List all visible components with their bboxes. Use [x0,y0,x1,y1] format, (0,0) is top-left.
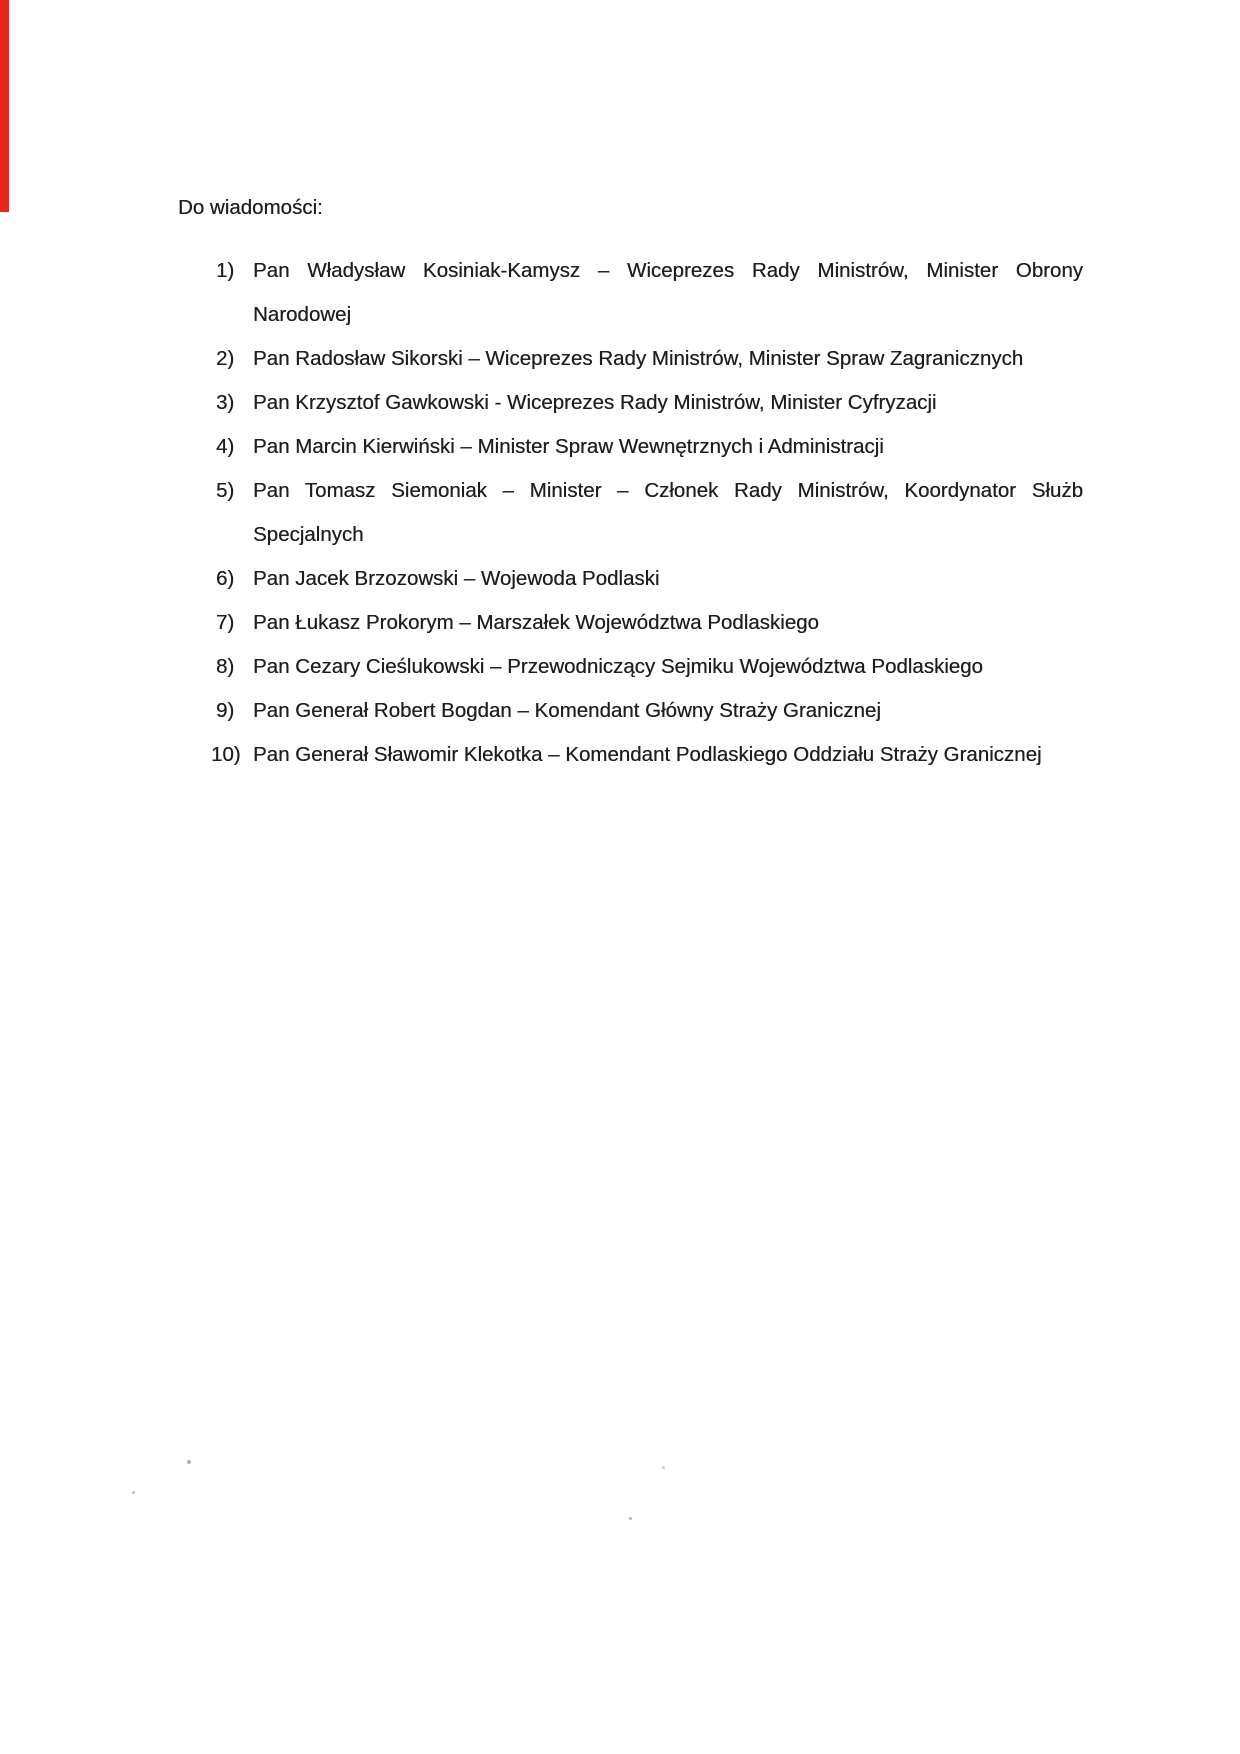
item-text-line: Pan Krzysztof Gawkowski - Wiceprezes Rady Ministrów, Minister Cyfryzacji [253,391,937,414]
item-text-line: Specjalnych [253,523,364,546]
item-text [253,601,1083,645]
item-text [253,381,1083,425]
list-item [216,469,1116,557]
scan-edge-red-mark [0,0,9,212]
scan-speck [132,1491,135,1494]
scan-speck [187,1460,191,1464]
item-text-line: Pan Radosław Sikorski – Wiceprezes Rady Ministrów, Minister Spraw Zagranicznych [253,347,1024,370]
list-item [216,337,1116,381]
item-number: 10) [211,743,241,766]
item-text-line: Narodowej [253,303,351,326]
item-number: 7) [216,611,235,634]
scan-speck [662,1466,665,1469]
item-text-line: Pan Władysław Kosiniak-Kamysz – Wiceprezes Rady Ministrów, Minister Obrony [253,259,1083,282]
list-item [216,689,1116,733]
item-text-line: Pan Jacek Brzozowski – Wojewoda Podlaski [253,567,660,590]
list-item [216,601,1116,645]
item-number: 6) [216,567,235,590]
list-item [216,557,1116,601]
item-text-line: Pan Cezary Cieślukowski – Przewodniczący Sejmiku Województwa Podlaskiego [253,655,983,678]
distribution-heading: Do wiadomości: [178,196,323,219]
item-text [253,337,1083,381]
item-text-line: Pan Łukasz Prokorym – Marszałek Województwa Podlaskiego [253,611,819,634]
list-item [216,425,1116,469]
item-text-line: Pan Generał Sławomir Klekotka – Komendant Podlaskiego Oddziału Straży Granicznej [253,743,1042,766]
item-text [253,645,1083,689]
scan-speck [629,1517,632,1520]
item-number: 5) [216,479,235,502]
item-text-line: Pan Marcin Kierwiński – Minister Spraw Wewnętrznych i Administracji [253,435,884,458]
item-number: 3) [216,391,235,414]
item-text-line: Pan Tomasz Siemoniak – Minister – Członek Rady Ministrów, Koordynator Służb [253,479,1083,502]
item-number: 9) [216,699,235,722]
list-item [216,249,1116,337]
item-number: 8) [216,655,235,678]
item-text [253,425,1083,469]
item-text [253,689,1083,733]
item-text [253,733,1083,777]
list-item [216,381,1116,425]
item-text-line: Pan Generał Robert Bogdan – Komendant Główny Straży Granicznej [253,699,881,722]
list-item [216,645,1116,689]
item-number: 4) [216,435,235,458]
item-text [253,557,1083,601]
item-text [253,469,1083,557]
distribution-list [211,249,1116,777]
item-text [253,249,1083,337]
item-number: 2) [216,347,235,370]
item-number: 1) [216,259,235,282]
list-item [211,733,1116,777]
